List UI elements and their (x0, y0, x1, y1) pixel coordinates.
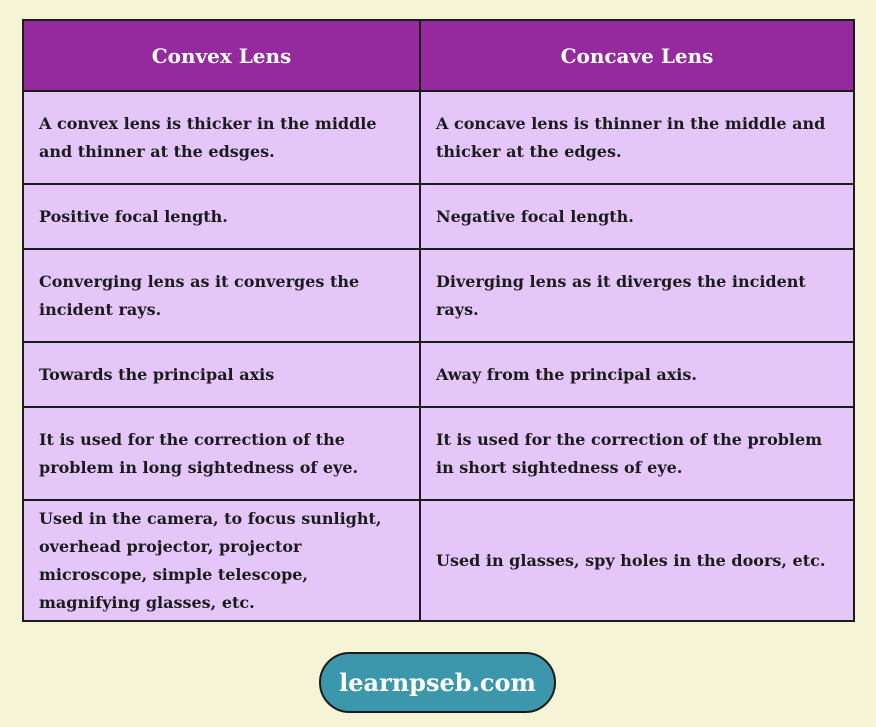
table-cell: It is used for the correction of the problem in short sightedness of eye. (420, 407, 854, 500)
table-cell: A convex lens is thicker in the middle and thinner at the edsges. (23, 91, 420, 184)
table-cell: Negative focal length. (420, 184, 854, 249)
table-header-row (23, 20, 854, 91)
table-cell: Converging lens as it converges the incident rays. (23, 249, 420, 342)
comparison-table (22, 19, 855, 622)
table-row (23, 500, 854, 621)
header-concave-lens: Concave Lens (420, 20, 854, 91)
table-row (23, 407, 854, 500)
brand-link[interactable]: learnpseb.com (319, 652, 556, 713)
table-cell: A concave lens is thinner in the middle and thicker at the edges. (420, 91, 854, 184)
table-cell: Away from the principal axis. (420, 342, 854, 407)
table-row (23, 342, 854, 407)
header-convex-lens: Convex Lens (23, 20, 420, 91)
table-row (23, 91, 854, 184)
table-row (23, 184, 854, 249)
table-row (23, 249, 854, 342)
table-cell: Used in glasses, spy holes in the doors, etc. (420, 500, 854, 621)
table-cell: It is used for the correction of the problem in long sightedness of eye. (23, 407, 420, 500)
table-cell: Used in the camera, to focus sunlight, overhead projector, projector microscope, simple telescope, magnifying glasses, etc. (23, 500, 420, 621)
table-cell: Diverging lens as it diverges the incident rays. (420, 249, 854, 342)
table-cell: Towards the principal axis (23, 342, 420, 407)
table-cell: Positive focal length. (23, 184, 420, 249)
